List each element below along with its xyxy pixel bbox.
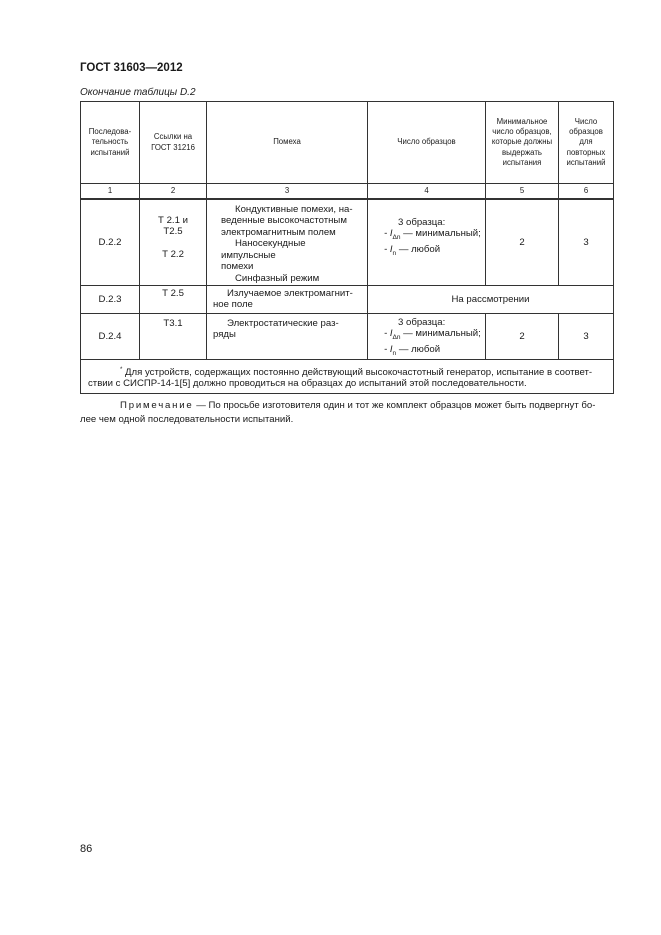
note-text: — По просьбе изготовителя один и тот же комплект образцов может быть подвергнут бо-лее чем одной последовательности испытаний.	[80, 400, 596, 425]
note-label: Примечание	[120, 400, 194, 411]
interference-cell	[207, 285, 368, 313]
column-number: 5	[486, 184, 559, 200]
interference-line: ряды	[213, 329, 236, 341]
interference-line: Наносекундные импульсные	[221, 238, 306, 261]
table-row	[81, 313, 614, 359]
samples-cell	[368, 313, 486, 359]
reference: Т 2.1 и	[158, 215, 188, 226]
interference-line: Электростатические раз-	[227, 317, 339, 329]
min-pass-cell: 2	[486, 199, 559, 285]
footnote-line	[88, 365, 606, 379]
column-number: 3	[207, 184, 368, 200]
page-number: 86	[80, 843, 93, 855]
reference-cell: Т 2.5	[140, 285, 207, 313]
samples-item-subscript: Δn	[392, 334, 401, 342]
note-paragraph	[80, 399, 600, 427]
table-row	[81, 199, 614, 285]
column-number: 1	[81, 184, 140, 200]
interference-cell	[207, 313, 368, 359]
footnote-line: ствии с СИСПР-14-1[5] должно проводиться на образцах до испытаний этой последовательности.	[88, 378, 527, 390]
sequence-cell: D.2.2	[81, 199, 140, 285]
samples-item-subscript: Δn	[392, 234, 401, 242]
samples-item	[384, 328, 485, 343]
interference-line: веденные высокочастотным	[221, 215, 347, 227]
interference-line: Кондуктивные помехи, на-	[235, 204, 353, 215]
footnote-mark: *	[120, 366, 123, 373]
column-header: Число образцов	[368, 102, 486, 184]
samples-item-subscript: n	[392, 249, 397, 257]
samples-item-symbol: - I	[384, 228, 393, 240]
sequence-cell: D.2.3	[81, 285, 140, 313]
sequence-cell: D.2.4	[81, 313, 140, 359]
column-header: Последова-тельность испытаний	[81, 102, 140, 184]
interference-line: Синфазный режим	[235, 273, 320, 285]
column-header: Ссылки на ГОСТ 31216	[140, 102, 207, 184]
column-header: Помеха	[207, 102, 368, 184]
table-caption: Окончание таблицы D.2	[80, 87, 196, 98]
samples-item	[384, 244, 485, 259]
samples-title: 3 образца:	[398, 316, 446, 328]
reference: Т2.5	[163, 226, 183, 238]
data-table	[80, 101, 614, 394]
samples-item	[384, 228, 485, 243]
samples-item-text: — любой	[396, 343, 441, 355]
samples-item-symbol: - I	[384, 343, 393, 355]
samples-title: 3 образца:	[398, 217, 446, 228]
samples-item-text: — минимальный;	[400, 328, 481, 340]
samples-item-symbol: - I	[384, 243, 393, 255]
interference-cell	[207, 199, 368, 285]
interference-line: ное поле	[213, 299, 253, 311]
samples-item-text: — минимальный;	[400, 228, 481, 240]
samples-item-symbol: - I	[384, 328, 393, 340]
min-pass-cell: 2	[486, 313, 559, 359]
reference: Т 2.2	[162, 248, 184, 260]
reference-cell	[140, 199, 207, 285]
table-row	[81, 285, 614, 313]
samples-item-text: — любой	[396, 243, 441, 255]
document-code: ГОСТ 31603—2012	[80, 62, 183, 74]
samples-item-subscript: n	[392, 349, 397, 357]
samples-cell	[368, 199, 486, 285]
interference-line: Излучаемое электромагнит-	[227, 287, 353, 299]
column-number-row	[81, 184, 614, 200]
footnote-text: Для устройств, содержащих постоянно действующий высокочастотный генератор, испытание в соответ-	[122, 367, 593, 379]
interference-line: помехи	[221, 261, 254, 273]
retest-cell: 3	[559, 199, 614, 285]
column-header: Число образцов для повторных испытаний	[559, 102, 614, 184]
retest-cell: 3	[559, 313, 614, 359]
samples-item	[384, 344, 485, 359]
table-header-row	[81, 102, 614, 184]
footnote-row	[81, 359, 614, 393]
column-header: Минимальное число образцов, которые должны выдержать испытания	[486, 102, 559, 184]
reference-cell: Т3.1	[140, 313, 207, 359]
column-number: 4	[368, 184, 486, 200]
column-number: 6	[559, 184, 614, 200]
column-number: 2	[140, 184, 207, 200]
merged-status-cell: На рассмотрении	[368, 285, 614, 313]
footnote-cell	[81, 359, 614, 393]
interference-line: электромагнитным полем	[221, 226, 336, 238]
